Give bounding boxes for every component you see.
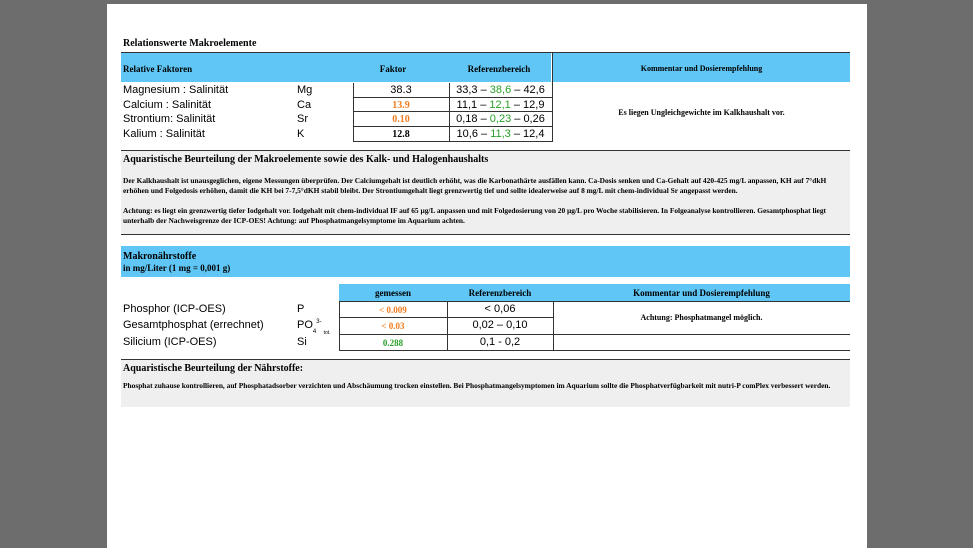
nutrients-assessment-title: Aquaristische Beurteilung der Nährstoffe: [123, 363, 304, 374]
nutrient-row-ref: < 0,06 [484, 303, 516, 315]
document-page [107, 4, 867, 548]
macro-row-value: 12.8 [392, 129, 410, 140]
nutrient-row-name: Phosphor (ICP-OES) [123, 303, 226, 315]
nutrient-row-symbol: P [297, 303, 305, 315]
nutrients-title-band [121, 246, 850, 277]
macro-row-value: 13.9 [392, 100, 410, 111]
macro-row-name: Kalium : Salinität [123, 128, 205, 140]
nutrients-title: Makronährstoffe [123, 251, 197, 262]
nutrient-row-value: < 0.03 [381, 321, 405, 331]
nutrient-row-symbol: $PO_4^{3-}_{tot.}$ [297, 319, 331, 336]
macro-row-symbol: Sr [297, 113, 308, 125]
nutrient-row-value: 0.288 [382, 338, 404, 348]
macro-row-value: 38.3 [390, 84, 412, 96]
macro-row-ref: 33,3 – 38,6 – 42,6 [456, 84, 545, 96]
nutrient-row-value: < 0.009 [379, 305, 407, 315]
macro-assessment-text: Der Kalkhaushalt ist unausgeglichen, eigene Messungen überprüfen. Der Calciumgehalt ist deutlich erhöht, was die Karbonathärte ausfällen kann. Ca-Dosis senken und Ca-Gehalt auf 420-425 mg/L anpassen, KH auf 7°dkH erhöhen und Folgedosis erhöhen, damit die KH bei 7-7,5°dKH stabil bleibt. Der Strontiumgehalt liegt grenzwertig tief und sollte idealerweise auf 8 mg/L mit chem-individual Sr angepasst werden. [123, 176, 827, 195]
nutrients-header-col4: Kommentar und Dosierempfehlung [633, 288, 770, 298]
nutrient-row-ref: 0,1 - 0,2 [479, 336, 521, 348]
macro-row-ref: 0,18 – 0,23 – 0,26 [456, 113, 545, 125]
macro-header-col4: Kommentar und Dosierempfehlung [640, 64, 763, 73]
macro-row-symbol: K [297, 128, 305, 140]
macro-row-ref: 10,6 – 11,3 – 12,4 [456, 128, 545, 140]
nutrients-header-col2: gemessen [375, 288, 411, 298]
nutrient-row-name: Gesamtphosphat (errechnet) [123, 319, 264, 331]
macro-row-symbol: Ca [297, 99, 312, 111]
macro-row-name: Calcium : Salinität [123, 99, 212, 111]
nutrient-row-name: Silicium (ICP-OES) [123, 336, 217, 348]
macro-header-col2: Faktor [379, 64, 407, 74]
macro-row-value: 0.10 [392, 114, 410, 125]
nutrient-row-symbol: Si [297, 336, 307, 348]
nutrients-header-col3: Referenzbereich [468, 288, 532, 298]
nutrients-comment: Achtung: Phosphatmangel möglich. [640, 313, 763, 322]
macro-header-col1: Relative Faktoren [123, 64, 193, 74]
macro-header-col3: Referenzbereich [467, 64, 531, 74]
macro-section-title: Relationswerte Makroelemente [123, 38, 257, 49]
nutrients-subtitle: in mg/Liter (1 mg = 0,001 g) [123, 263, 231, 273]
macro-comment: Es liegen Ungleichgewichte im Kalkhaushalt vor. [618, 108, 785, 117]
macro-row-name: Strontium: Salinität [123, 113, 216, 125]
nutrient-row-ref: 0,02 – 0,10 [472, 319, 528, 331]
macro-row-name: Magnesium : Salinität [123, 84, 229, 96]
macro-assessment-text-2: Achtung: es liegt ein grenzwertig tiefer Iodgehalt vor. Iodgehalt mit chem-individual IF auf 65 µg/L anpassen und mit Folgedosierung von 20 µg/L pro Woche stabilisieren. In Folgeanalyse kontrollieren. Gesamtphosphat liegt unterhalb der Nachweisgrenze der ICP-OES! Achtung: auf Phosphatmangelsymptome im Aquarium achten. [123, 206, 826, 225]
macro-row-symbol: Mg [297, 84, 313, 96]
macro-row-ref: 11,1 – 12,1 – 12,9 [456, 99, 545, 111]
nutrients-assessment-text: Phosphat zuhause kontrollieren, auf Phosphatadsorber verzichten und Abschäumung trocken einstellen. Bei Phosphatmangelsymptomen im Aquarium sollte die Phosphatverfügbarkeit mit nutri-P comPlex verbessert werden. [123, 381, 831, 390]
macro-assessment-title: Aquaristische Beurteilung der Makroelemente sowie des Kalk- und Halogenhaushalts [123, 154, 489, 165]
